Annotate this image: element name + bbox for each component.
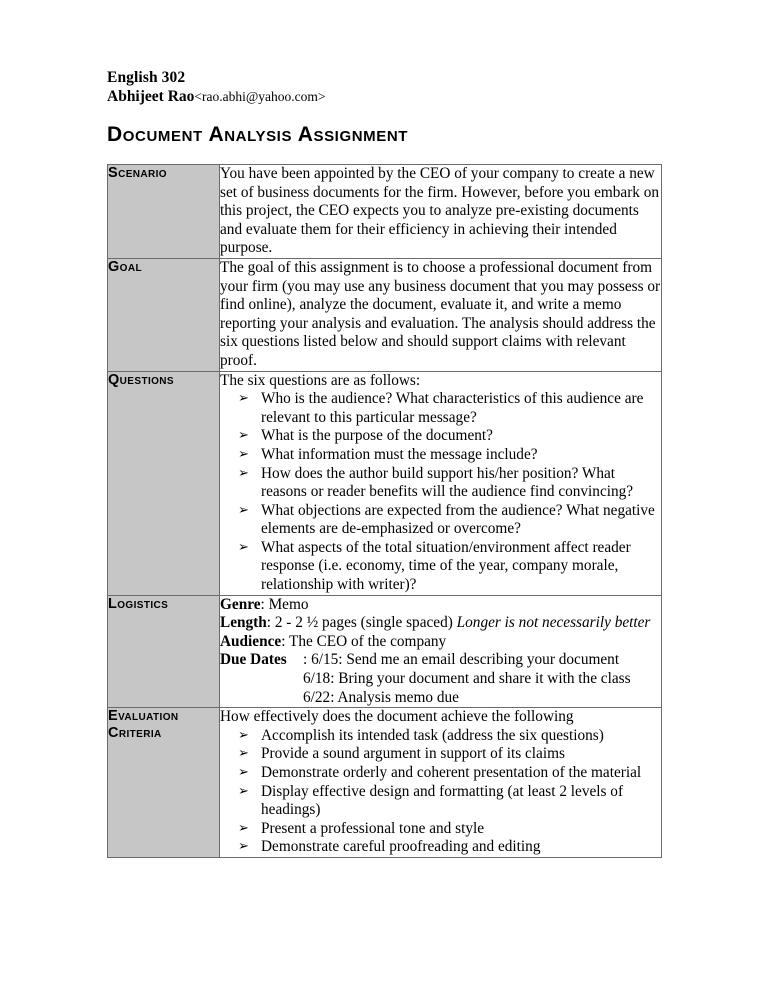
arrow-bullet-icon: ➢ bbox=[238, 765, 249, 780]
list-item bbox=[220, 764, 661, 783]
arrow-bullet-icon: ➢ bbox=[238, 839, 249, 855]
logistics-length-value: : 2 - 2 ½ pages (single spaced) bbox=[266, 614, 457, 632]
table-row-evaluation-criteria bbox=[108, 708, 662, 858]
due-date-value: 6/18: Bring your document and share it with the class bbox=[303, 670, 631, 688]
table-row-questions bbox=[108, 371, 662, 595]
row-body-evaluation-criteria bbox=[220, 708, 662, 858]
questions-lead: The six questions are as follows: bbox=[220, 371, 421, 389]
logistics-length bbox=[220, 614, 661, 633]
due-date-row bbox=[220, 670, 661, 689]
logistics-audience-key: Audience bbox=[220, 632, 282, 650]
assignment-table bbox=[107, 164, 662, 858]
label-text: Evaluation Criteria bbox=[108, 708, 179, 742]
table-row-logistics bbox=[108, 595, 662, 708]
scenario-paragraph: You have been appointed by the CEO of your company to create a new set of business documents for the firm. However, before you embark on this project, the CEO expects you to analyze pre-existing documents and evaluate them for their efficiency in achieving their intended purpose. bbox=[220, 165, 660, 257]
label-text: Questions bbox=[108, 371, 174, 388]
course-line: English 302 bbox=[107, 69, 186, 86]
arrow-bullet-icon: ➢ bbox=[238, 820, 249, 836]
list-item-label: Provide a sound argument in support of its claims bbox=[261, 745, 565, 763]
list-item bbox=[220, 427, 661, 446]
list-item bbox=[220, 745, 661, 764]
list-item bbox=[220, 727, 661, 746]
list-item-label: Display effective design and formatting (at least 2 levels of headings) bbox=[261, 782, 624, 819]
list-item-label: Who is the audience? What characteristics of this audience are relevant to this particular message? bbox=[261, 390, 644, 426]
list-item-label: How does the author build support his/her position? What reasons or reader benefits will the audience find convincing? bbox=[261, 464, 634, 501]
list-item-label: What aspects of the total situation/environment affect reader response (i.e. economy, time of the year, company morale, relationship with writer)? bbox=[261, 538, 631, 594]
table-row-scenario bbox=[108, 165, 662, 259]
goal-paragraph: The goal of this assignment is to choose a professional document from your firm (you may use any business document that you may possess or find online), analyze the document, evaluate it, and write a memo reporting your analysis and evaluation. The analysis should address the six questions listed below and should support claims with relevant proof. bbox=[220, 258, 661, 369]
row-label-logistics bbox=[108, 595, 220, 708]
row-body-questions bbox=[220, 371, 662, 595]
questions-list bbox=[220, 390, 661, 595]
evaluation-list bbox=[220, 727, 661, 857]
logistics-genre bbox=[220, 596, 661, 615]
arrow-bullet-icon: ➢ bbox=[238, 502, 249, 518]
list-item bbox=[220, 465, 661, 502]
logistics-genre-value: : Memo bbox=[260, 595, 309, 613]
row-label-scenario bbox=[108, 165, 220, 259]
list-item-label: What is the purpose of the document? bbox=[261, 427, 493, 445]
arrow-bullet-icon: ➢ bbox=[238, 746, 249, 762]
row-body-logistics bbox=[220, 595, 662, 708]
list-item bbox=[220, 446, 661, 465]
logistics-length-key: Length bbox=[220, 614, 267, 632]
row-label-goal bbox=[108, 258, 220, 371]
table-row-goal bbox=[108, 258, 662, 371]
arrow-bullet-icon: ➢ bbox=[238, 539, 249, 555]
due-date-spacer bbox=[220, 670, 303, 689]
label-text: Scenario bbox=[108, 165, 167, 181]
list-item-label: What objections are expected from the audience? What negative elements are de-emphasized or overcome? bbox=[261, 501, 655, 538]
arrow-bullet-icon: ➢ bbox=[238, 783, 249, 799]
label-text: Goal bbox=[108, 258, 142, 275]
due-date-spacer bbox=[220, 689, 303, 708]
row-body-goal bbox=[220, 258, 662, 371]
row-body-scenario bbox=[220, 165, 662, 259]
arrow-bullet-icon: ➢ bbox=[238, 428, 249, 444]
logistics-audience-value: : The CEO of the company bbox=[281, 632, 447, 650]
arrow-bullet-icon: ➢ bbox=[238, 727, 249, 743]
list-item bbox=[220, 820, 661, 839]
logistics-due-dates bbox=[220, 651, 661, 707]
document-header bbox=[107, 68, 662, 106]
list-item bbox=[220, 838, 661, 857]
due-date-row bbox=[220, 651, 661, 670]
row-label-questions bbox=[108, 371, 220, 595]
list-item-label: Demonstrate careful proofreading and editing bbox=[261, 838, 541, 856]
label-text: Logistics bbox=[108, 595, 169, 612]
list-item bbox=[220, 502, 661, 539]
list-item-label: Present a professional tone and style bbox=[261, 819, 485, 837]
author-name: Abhijeet Rao bbox=[107, 88, 195, 105]
arrow-bullet-icon: ➢ bbox=[238, 465, 249, 481]
author-line bbox=[107, 87, 662, 106]
author-email: <rao.abhi@yahoo.com> bbox=[194, 89, 326, 104]
list-item-label: What information must the message include? bbox=[261, 445, 538, 463]
list-item-label: Demonstrate orderly and coherent presentation of the material bbox=[261, 764, 642, 781]
list-item bbox=[220, 390, 661, 427]
logistics-genre-key: Genre bbox=[220, 595, 261, 613]
logistics-due-dates-key: Due Dates bbox=[220, 651, 287, 669]
logistics-audience bbox=[220, 633, 661, 652]
due-date-value: : 6/15: Send me an email describing your document bbox=[303, 651, 620, 669]
evaluation-lead: How effectively does the document achieve the following bbox=[220, 708, 574, 726]
page-title: Document Analysis Assignment bbox=[107, 123, 409, 146]
arrow-bullet-icon: ➢ bbox=[238, 391, 249, 407]
logistics-length-note: Longer is not necessarily better bbox=[456, 614, 651, 632]
row-label-evaluation-criteria bbox=[108, 708, 220, 858]
arrow-bullet-icon: ➢ bbox=[238, 446, 249, 462]
list-item-label: Accomplish its intended task (address the six questions) bbox=[261, 726, 604, 744]
due-date-value: 6/22: Analysis memo due bbox=[303, 688, 459, 706]
list-item bbox=[220, 783, 661, 820]
due-date-row bbox=[220, 689, 661, 708]
list-item bbox=[220, 539, 661, 595]
